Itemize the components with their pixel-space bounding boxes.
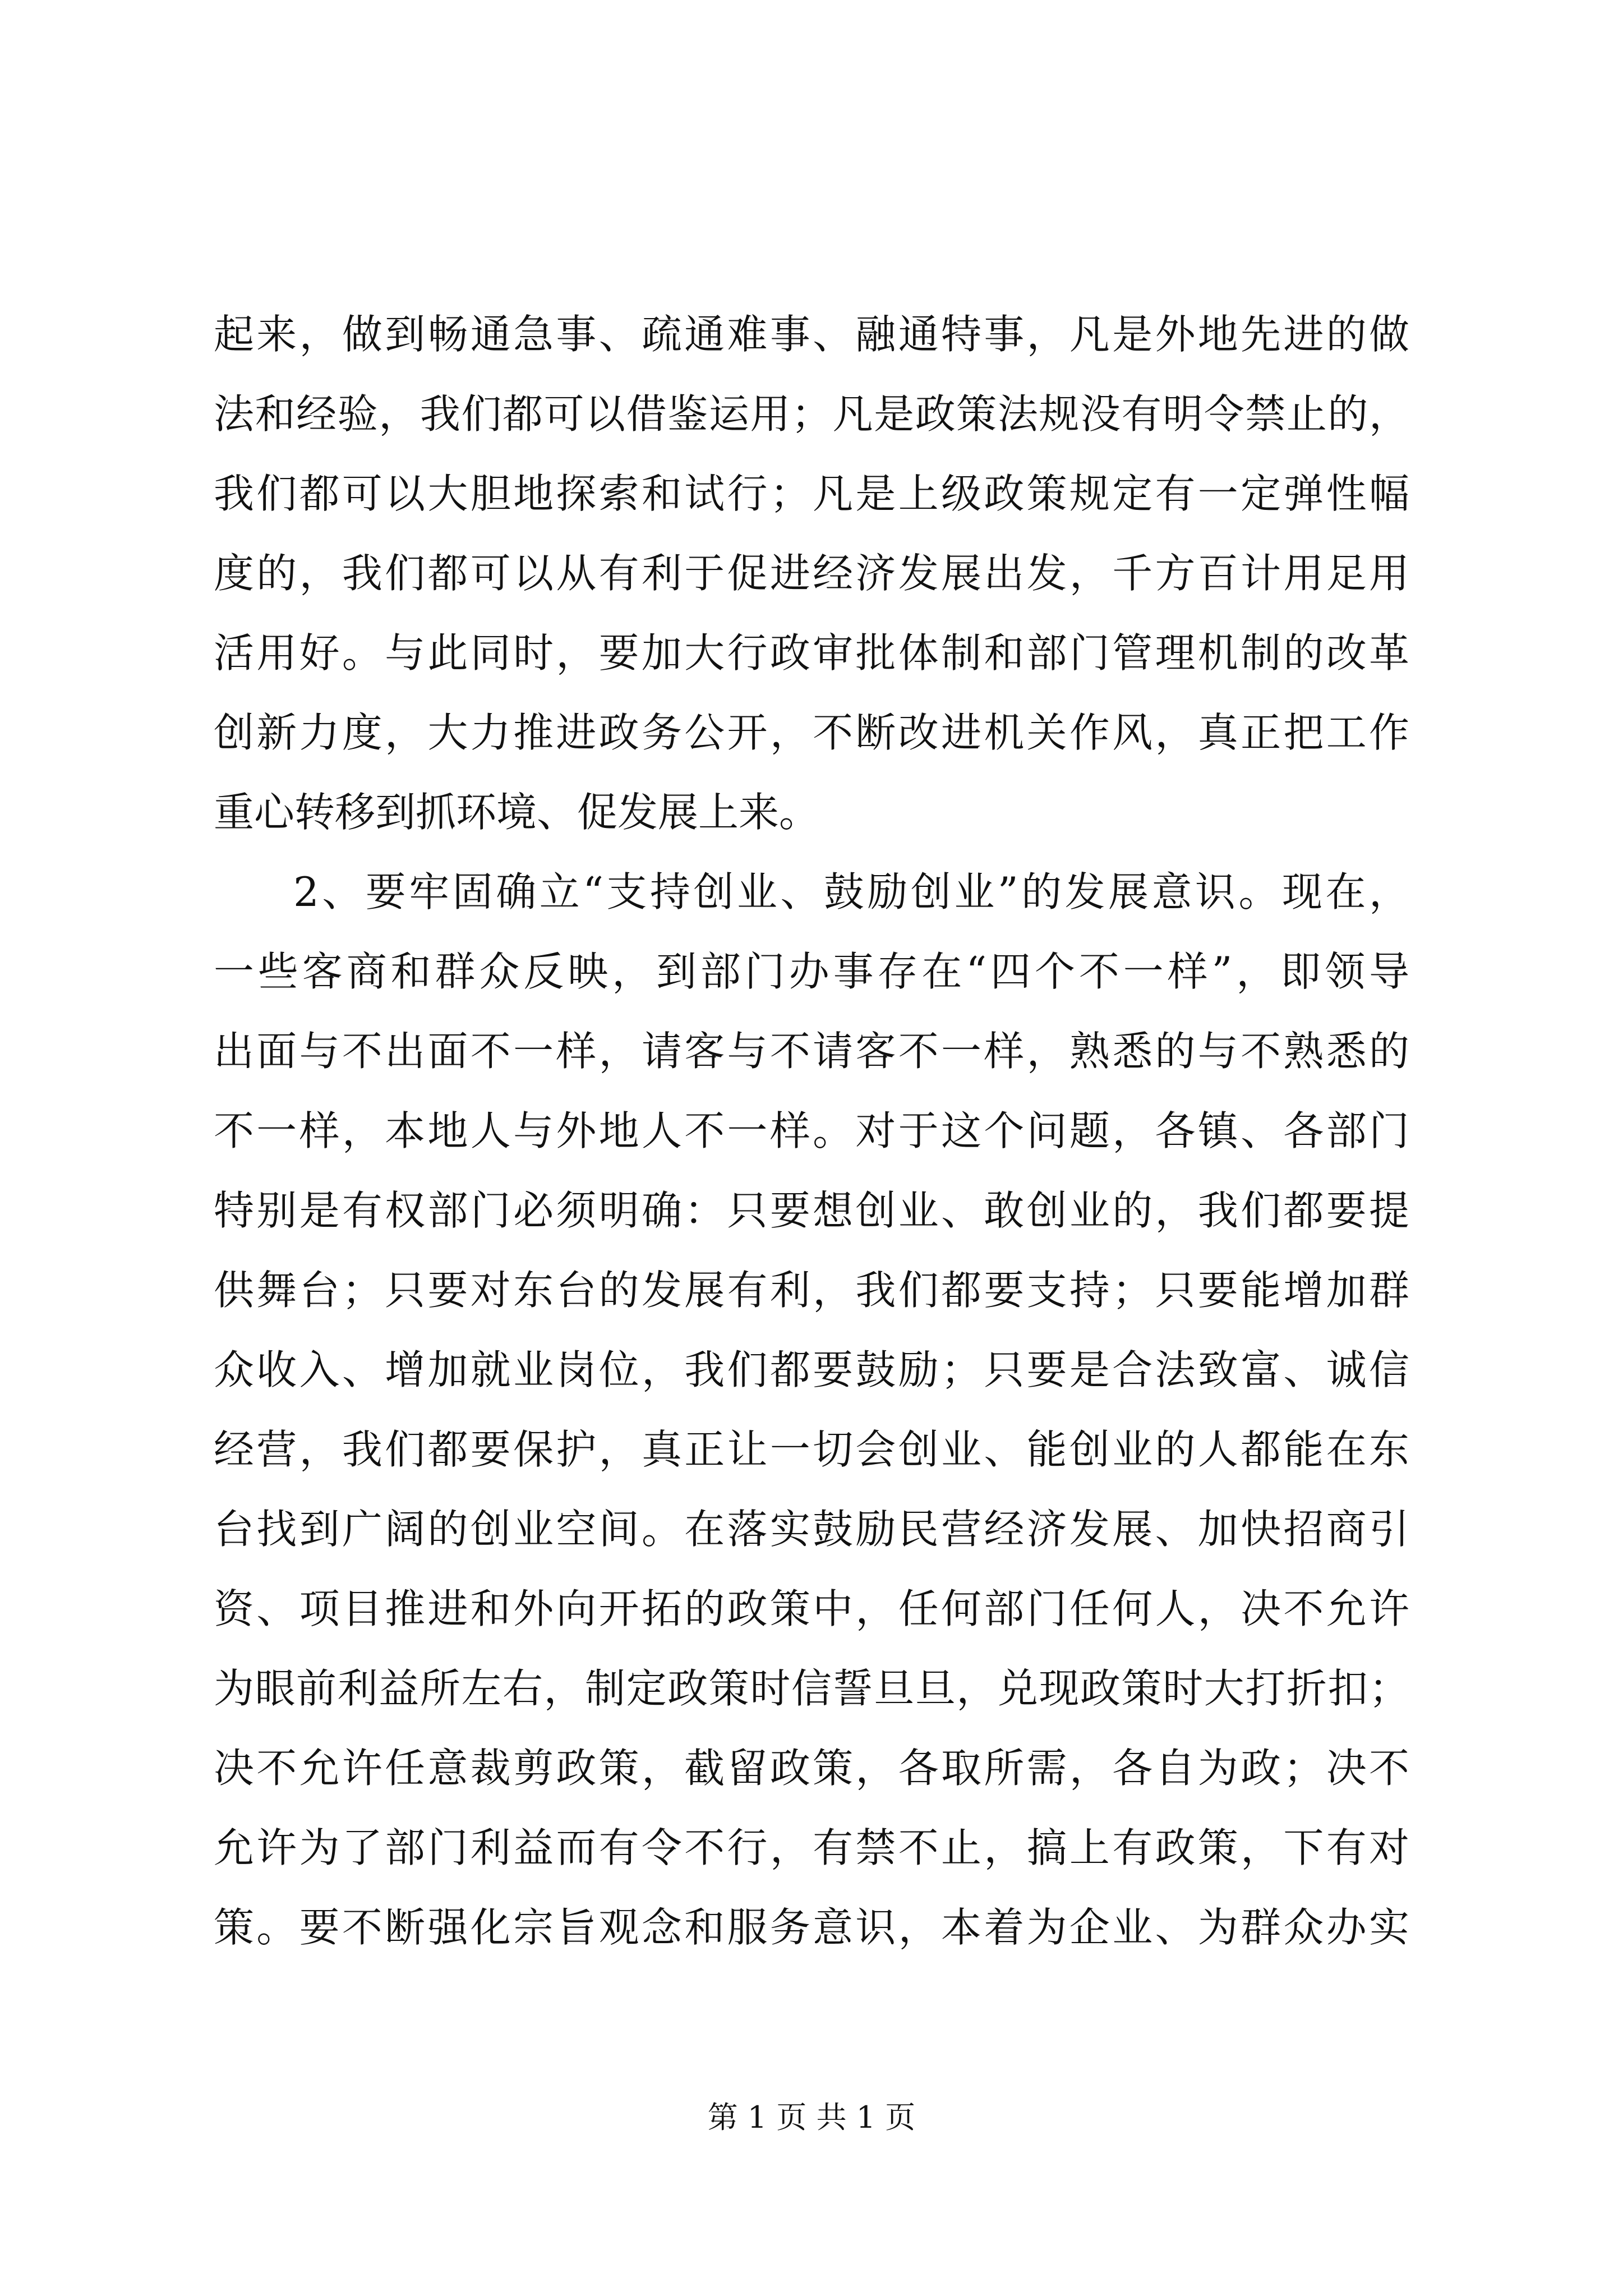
page-footer xyxy=(0,2098,1623,2137)
paragraph-1-line-2: 法和经验，我们都可以借鉴运用；凡是政策法规没有明令禁止的， xyxy=(214,390,1409,438)
paragraph-1-line-5: 活用好。与此同时，要加大行政审批体制和部门管理机制的改革 xyxy=(214,629,1409,677)
paragraph-2-line-6: 供舞台；只要对东台的发展有利，我们都要支持；只要能增加群 xyxy=(214,1267,1409,1314)
paragraph-2-line-3: 出面与不出面不一样，请客与不请客不一样，熟悉的与不熟悉的 xyxy=(214,1028,1409,1075)
paragraph-2-line-11: 为眼前利益所左右，制定政策时信誓旦旦，兑现政策时大打折扣； xyxy=(214,1665,1409,1712)
paragraph-2-line-14: 策。要不断强化宗旨观念和服务意识，本着为企业、为群众办实 xyxy=(214,1904,1409,1951)
paragraph-2-line-4: 不一样，本地人与外地人不一样。对于这个问题，各镇、各部门 xyxy=(214,1107,1409,1154)
paragraph-1-line-4: 度的，我们都可以从有利于促进经济发展出发，千方百计用足用 xyxy=(214,550,1409,597)
paragraph-2-line-2: 一些客商和群众反映，到部门办事存在“四个不一样”，即领导 xyxy=(214,948,1409,995)
paragraph-1-line-1: 起来，做到畅通急事、疏通难事、融通特事，凡是外地先进的做 xyxy=(214,311,1409,358)
body-text xyxy=(214,295,1409,1967)
paragraph-2-line-9: 台找到广阔的创业空间。在落实鼓励民营经济发展、加快招商引 xyxy=(214,1506,1409,1553)
paragraph-2-line-1: 2、要牢固确立“支持创业、鼓励创业”的发展意识。现在， xyxy=(293,868,1409,915)
paragraph-1-line-7: 重心转移到抓环境、促发展上来。 xyxy=(214,789,820,836)
paragraph-2-line-7: 众收入、增加就业岗位，我们都要鼓励；只要是合法致富、诚信 xyxy=(214,1346,1409,1393)
page-number-label: 第 1 页 共 1 页 xyxy=(707,2100,916,2135)
paragraph-2-line-10: 资、项目推进和外向开拓的政策中，任何部门任何人，决不允许 xyxy=(214,1585,1409,1632)
paragraph-2-line-8: 经营，我们都要保护，真正让一切会创业、能创业的人都能在东 xyxy=(214,1426,1409,1473)
paragraph-1-line-6: 创新力度，大力推进政务公开，不断改进机关作风，真正把工作 xyxy=(214,709,1409,756)
paragraph-2-line-5: 特别是有权部门必须明确：只要想创业、敢创业的，我们都要提 xyxy=(214,1187,1409,1234)
paragraph-2-line-12: 决不允许任意裁剪政策，截留政策，各取所需，各自为政；决不 xyxy=(214,1745,1409,1792)
paragraph-2-line-13: 允许为了部门利益而有令不行，有禁不止，搞上有政策，下有对 xyxy=(214,1824,1409,1871)
paragraph-1-line-3: 我们都可以大胆地探索和试行；凡是上级政策规定有一定弹性幅 xyxy=(214,470,1409,517)
